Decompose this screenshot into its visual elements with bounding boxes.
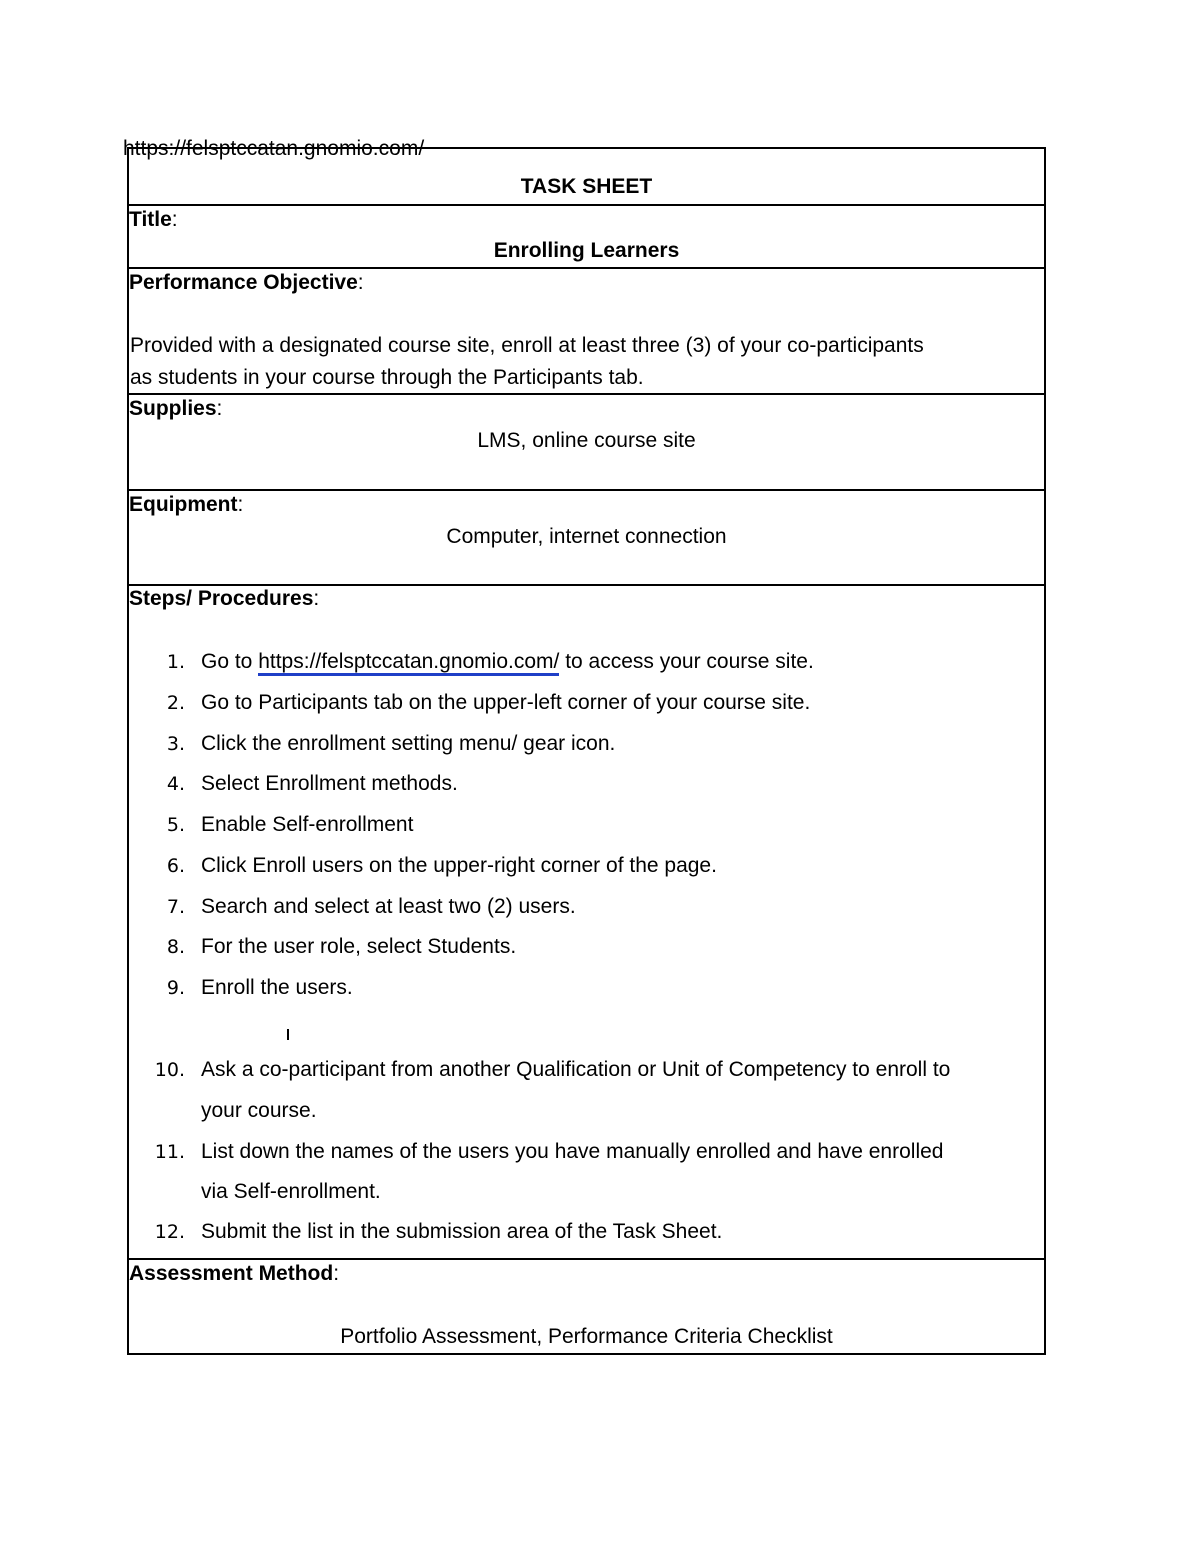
step-number: 5. [166,814,185,836]
assessment-method-row [129,1260,1044,1353]
supplies-label: Supplies: [129,397,223,420]
step-text-line-2: your course. [201,1099,317,1122]
performance-objective-row [129,269,1044,395]
supplies-value: LMS, online course site [477,429,696,452]
step-text: For the user role, select Students. [201,935,517,958]
step-number: 4. [166,773,185,795]
step-text-line-1: List down the names of the users you have manually enrolled and have enrolled [201,1140,944,1163]
step-number: 2. [166,692,185,714]
step-text: Select Enrollment methods. [201,772,458,795]
step-number: 6. [166,855,185,877]
equipment-value: Computer, internet connection [446,525,727,548]
step-text: Search and select at least two (2) users. [201,895,576,918]
step-number: 12. [154,1221,185,1243]
performance-objective-text [130,330,1040,394]
step-text: Enable Self-enrollment [201,813,414,836]
steps-label: Steps/ Procedures: [129,587,320,610]
page-url: https://felsptccatan.gnomio.com/ [123,137,425,160]
title-row [129,206,1044,269]
task-title: Enrolling Learners [493,239,680,262]
step-text-line-2: via Self-enrollment. [201,1180,381,1203]
step-number: 10. [154,1059,185,1081]
step-number: 3. [166,733,185,755]
step-number: 11. [154,1141,185,1163]
course-site-link[interactable]: https://felsptccatan.gnomio.com/ [258,650,559,676]
task-sheet-table [127,147,1046,1355]
text-cursor-mark [287,1029,289,1040]
step-text: Enroll the users. [201,976,353,999]
step-number: 1. [166,651,185,673]
steps-row [129,586,1044,1260]
equipment-row [129,491,1044,586]
supplies-row [129,395,1044,491]
step-number: 8. [166,936,185,958]
step-text: Click the enrollment setting menu/ gear icon. [201,732,616,755]
step-text: Go to Participants tab on the upper-left corner of your course site. [201,691,811,714]
task-sheet-heading: TASK SHEET [520,175,653,198]
step-number: 9. [166,977,185,999]
assessment-method-label: Assessment Method: [129,1262,340,1285]
step-number: 7. [166,896,185,918]
step-text-line-1: Ask a co-participant from another Qualification or Unit of Competency to enroll to [201,1058,951,1081]
step-text: Click Enroll users on the upper-right corner of the page. [201,854,717,877]
performance-objective-label: Performance Objective: [129,271,364,294]
step-text: Go to https://felsptccatan.gnomio.com/ to access your course site. [201,642,1044,682]
title-label: Title: [129,208,178,231]
objective-line-1: Provided with a designated course site, enroll at least three (3) of your co-participants [130,334,924,357]
equipment-label: Equipment: [129,493,244,516]
step-text: Submit the list in the submission area of the Task Sheet. [201,1220,723,1243]
assessment-method-value: Portfolio Assessment, Performance Criteria Checklist [340,1325,833,1348]
objective-line-2: as students in your course through the Participants tab. [130,366,644,389]
